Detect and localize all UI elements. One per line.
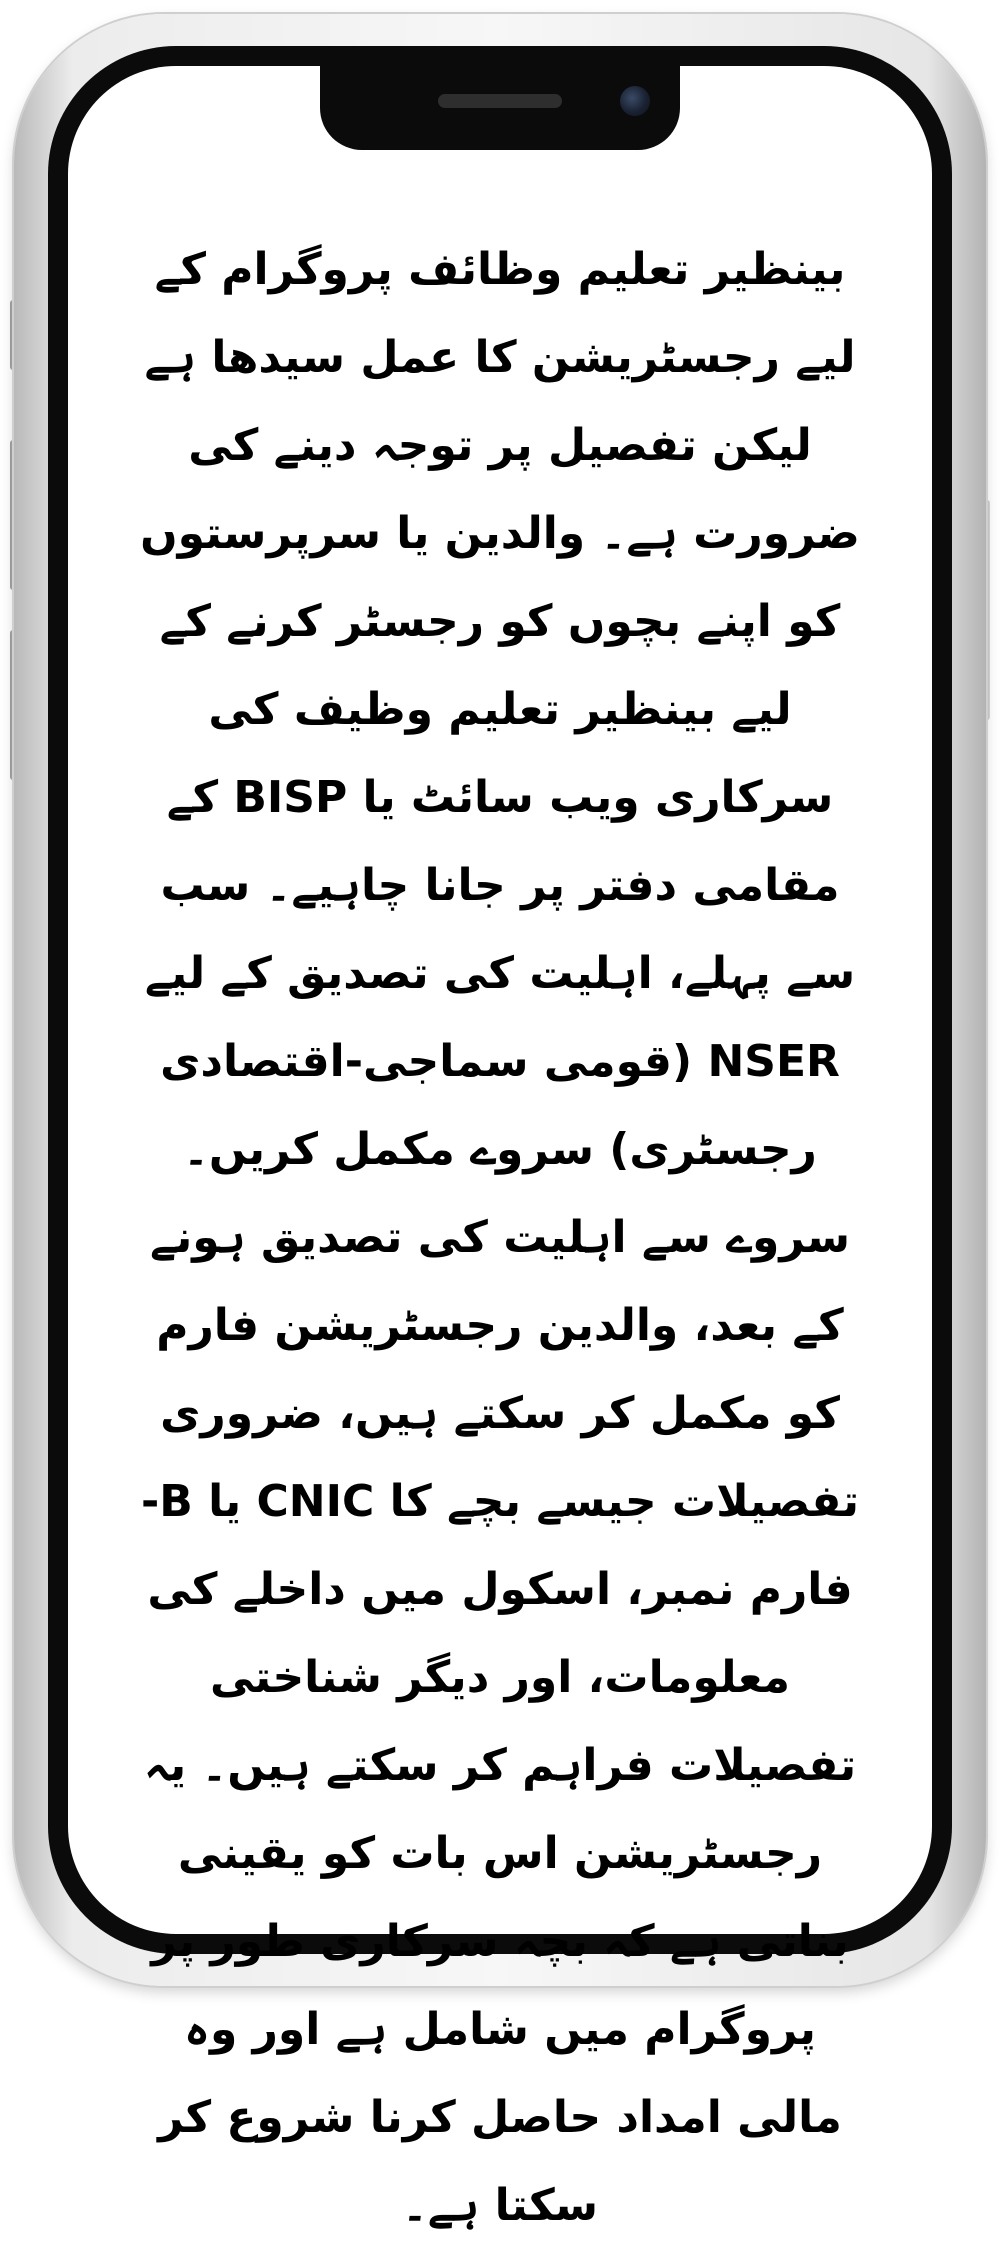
phone-screen: [68, 66, 932, 2231]
notch: [320, 66, 680, 150]
front-camera-icon: [620, 86, 650, 116]
phone-bezel: [48, 46, 952, 2231]
speaker-grille: [438, 94, 562, 108]
phone-frame: [14, 14, 986, 2231]
article-paragraph: بینظیر تعلیم وظائف پروگرام کے لیے رجسٹریشن کا عمل سیدھا ہے لیکن تفصیل پر توجہ دینے کی ضرورت ہے۔ والدین یا سرپرستوں کو اپنے بچوں کو رجسٹر کرنے کے لیے بینظیر تعلیم وظیف کی سرکاری ویب سائٹ یا BISP کے مقامی دفتر پر جانا چاہیے۔ سب سے پہلے، اہلیت کی تصدیق کے لیے NSER (قومی سماجی-اقتصادی رجسٹری) سروے مکمل کریں۔ سروے سے اہلیت کی تصدیق ہونے کے بعد، والدین رجسٹریشن فارم کو مکمل کر سکتے ہیں، ضروری تفصیلات جیسے بچے کا CNIC یا B-فارم نمبر، اسکول میں داخلے کی معلومات، اور دیگر شناختی تفصیلات فراہم کر سکتے ہیں۔ یہ رجسٹریشن اس بات کو یقینی بناتی ہے کہ بچہ سرکاری طور پر پروگرام میں شامل ہے اور وہ مالی امداد حاصل کرنا شروع کر سکتا ہے۔: [140, 244, 860, 2231]
